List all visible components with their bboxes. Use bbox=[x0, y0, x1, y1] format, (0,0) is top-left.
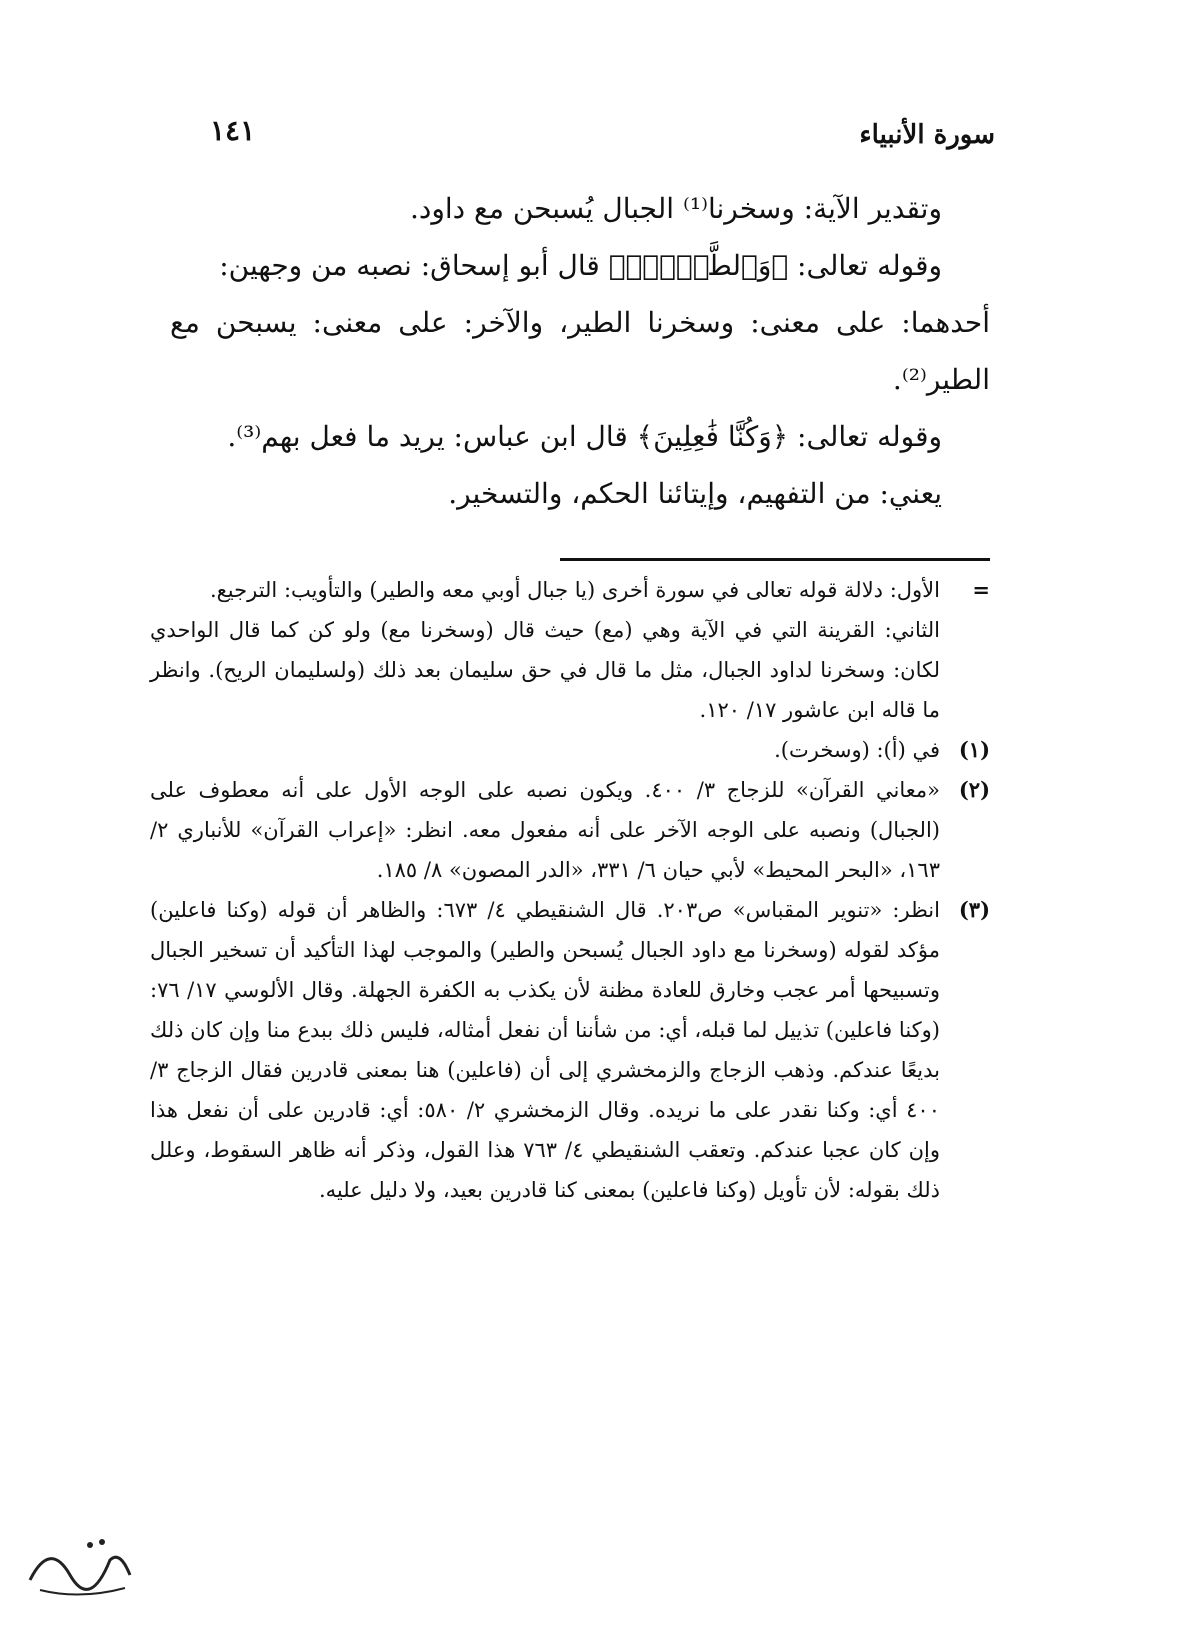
main-line: يعني: من التفهيم، وإيتائنا الحكم، والتسخير. bbox=[448, 477, 942, 510]
page-header bbox=[200, 112, 995, 162]
footnote bbox=[150, 890, 990, 1210]
footnote bbox=[150, 730, 990, 770]
main-line: أحدهما: على معنى: وسخرنا الطير، والآخر: على معنى: يسبحن مع الطير⁽²⁾. bbox=[170, 306, 990, 396]
footnote-marker: = bbox=[972, 577, 990, 602]
footnote bbox=[150, 610, 990, 730]
footnote-text: الأول: دلالة قوله تعالى في سورة أخرى (يا جبال أوبي معه والطير) والتأويب: الترجيع. bbox=[209, 578, 940, 602]
footnote-text: في (أ): (وسخرت). bbox=[774, 738, 940, 762]
footnote bbox=[150, 770, 990, 890]
footnote-marker: (١) bbox=[958, 737, 990, 762]
footnote-text: انظر: «تنوير المقباس» ص٢٠٣. قال الشنقيطي ٤/ ٦٧٣: والظاهر أن قوله (وكنا فاعلين) مؤكد لقوله (وسخرنا مع داود الجبال يُسبحن والطير) والموجب لهذا التأكيد أن تسخير الجبال وتسبيحها أمر عجب وخارق للعادة مظنة لأن يكذب به الكفرة الجهلة. وقال الألوسي ١٧/ ٧٦: (وكنا فاعلين) تذييل لما قبله، أي: من شأننا أن نفعل أمثاله، فليس ذلك ببدع منا وإن كان ذلك بديعًا عندكم. وذهب الزجاج والزمخشري إلى أن (فاعلين) هنا بمعنى قادرين فقال الزجاج ٣/ ٤٠٠ أي: وكنا نقدر على ما نريده. وقال الزمخشري ٢/ ٥٨٠: أي: قادرين على أن نفعل هذا وإن كان عجبا عندكم. وتعقب الشنقيطي ٤/ ٧٦٣ هذا القول، وذكر أنه ظاهر السقوط، وعلل ذلك بقوله: لأن تأويل (وكنا فاعلين) بمعنى كنا قادرين بعيد، ولا دليل عليه. bbox=[150, 898, 941, 1202]
page-number: ١٤١ bbox=[210, 114, 256, 147]
footnote-text: الثاني: القرينة التي في الآية وهي (مع) حيث قال (وسخرنا مع) ولو كن كما قال الواحدي لكان: وسخرنا لداود الجبال، مثل ما قال في حق سليمان بعد ذلك (ولسليمان الريح). وانظر ما قاله ابن عاشور ١٧/ ١٢٠. bbox=[150, 618, 940, 722]
footnotes bbox=[150, 570, 990, 1210]
publisher-logo-icon bbox=[20, 1520, 140, 1610]
main-text bbox=[170, 180, 990, 522]
footnote-text: «معاني القرآن» للزجاج ٣/ ٤٠٠. ويكون نصبه على الوجه الأول على أنه معطوف على (الجبال) ونصبه على الوجه الآخر على أنه مفعول معه. انظر: «إعراب القرآن» للأنباري ٢/ ١٦٣، «البحر المحيط» لأبي حيان ٦/ ٣٣١، «الدر المصون» ٨/ ١٨٥. bbox=[150, 778, 940, 882]
main-line: وقوله تعالى: ﴿وَٱلطَّيۡرَۚ﴾ قال أبو إسحاق: نصبه من وجهين: bbox=[219, 249, 942, 282]
footnote-separator bbox=[560, 558, 990, 561]
footnote-marker: (٣) bbox=[958, 897, 990, 922]
main-line: وتقدير الآية: وسخرنا⁽¹⁾ الجبال يُسبحن مع داود. bbox=[410, 192, 942, 225]
surah-title: سورة الأنبياء bbox=[859, 120, 995, 150]
footnote bbox=[150, 570, 990, 610]
main-line: وقوله تعالى: ﴿وَكُنَّا فَٰعِلِينَ﴾ قال ابن عباس: يريد ما فعل بهم⁽³⁾. bbox=[227, 420, 942, 453]
footnote-marker: (٢) bbox=[958, 777, 990, 802]
